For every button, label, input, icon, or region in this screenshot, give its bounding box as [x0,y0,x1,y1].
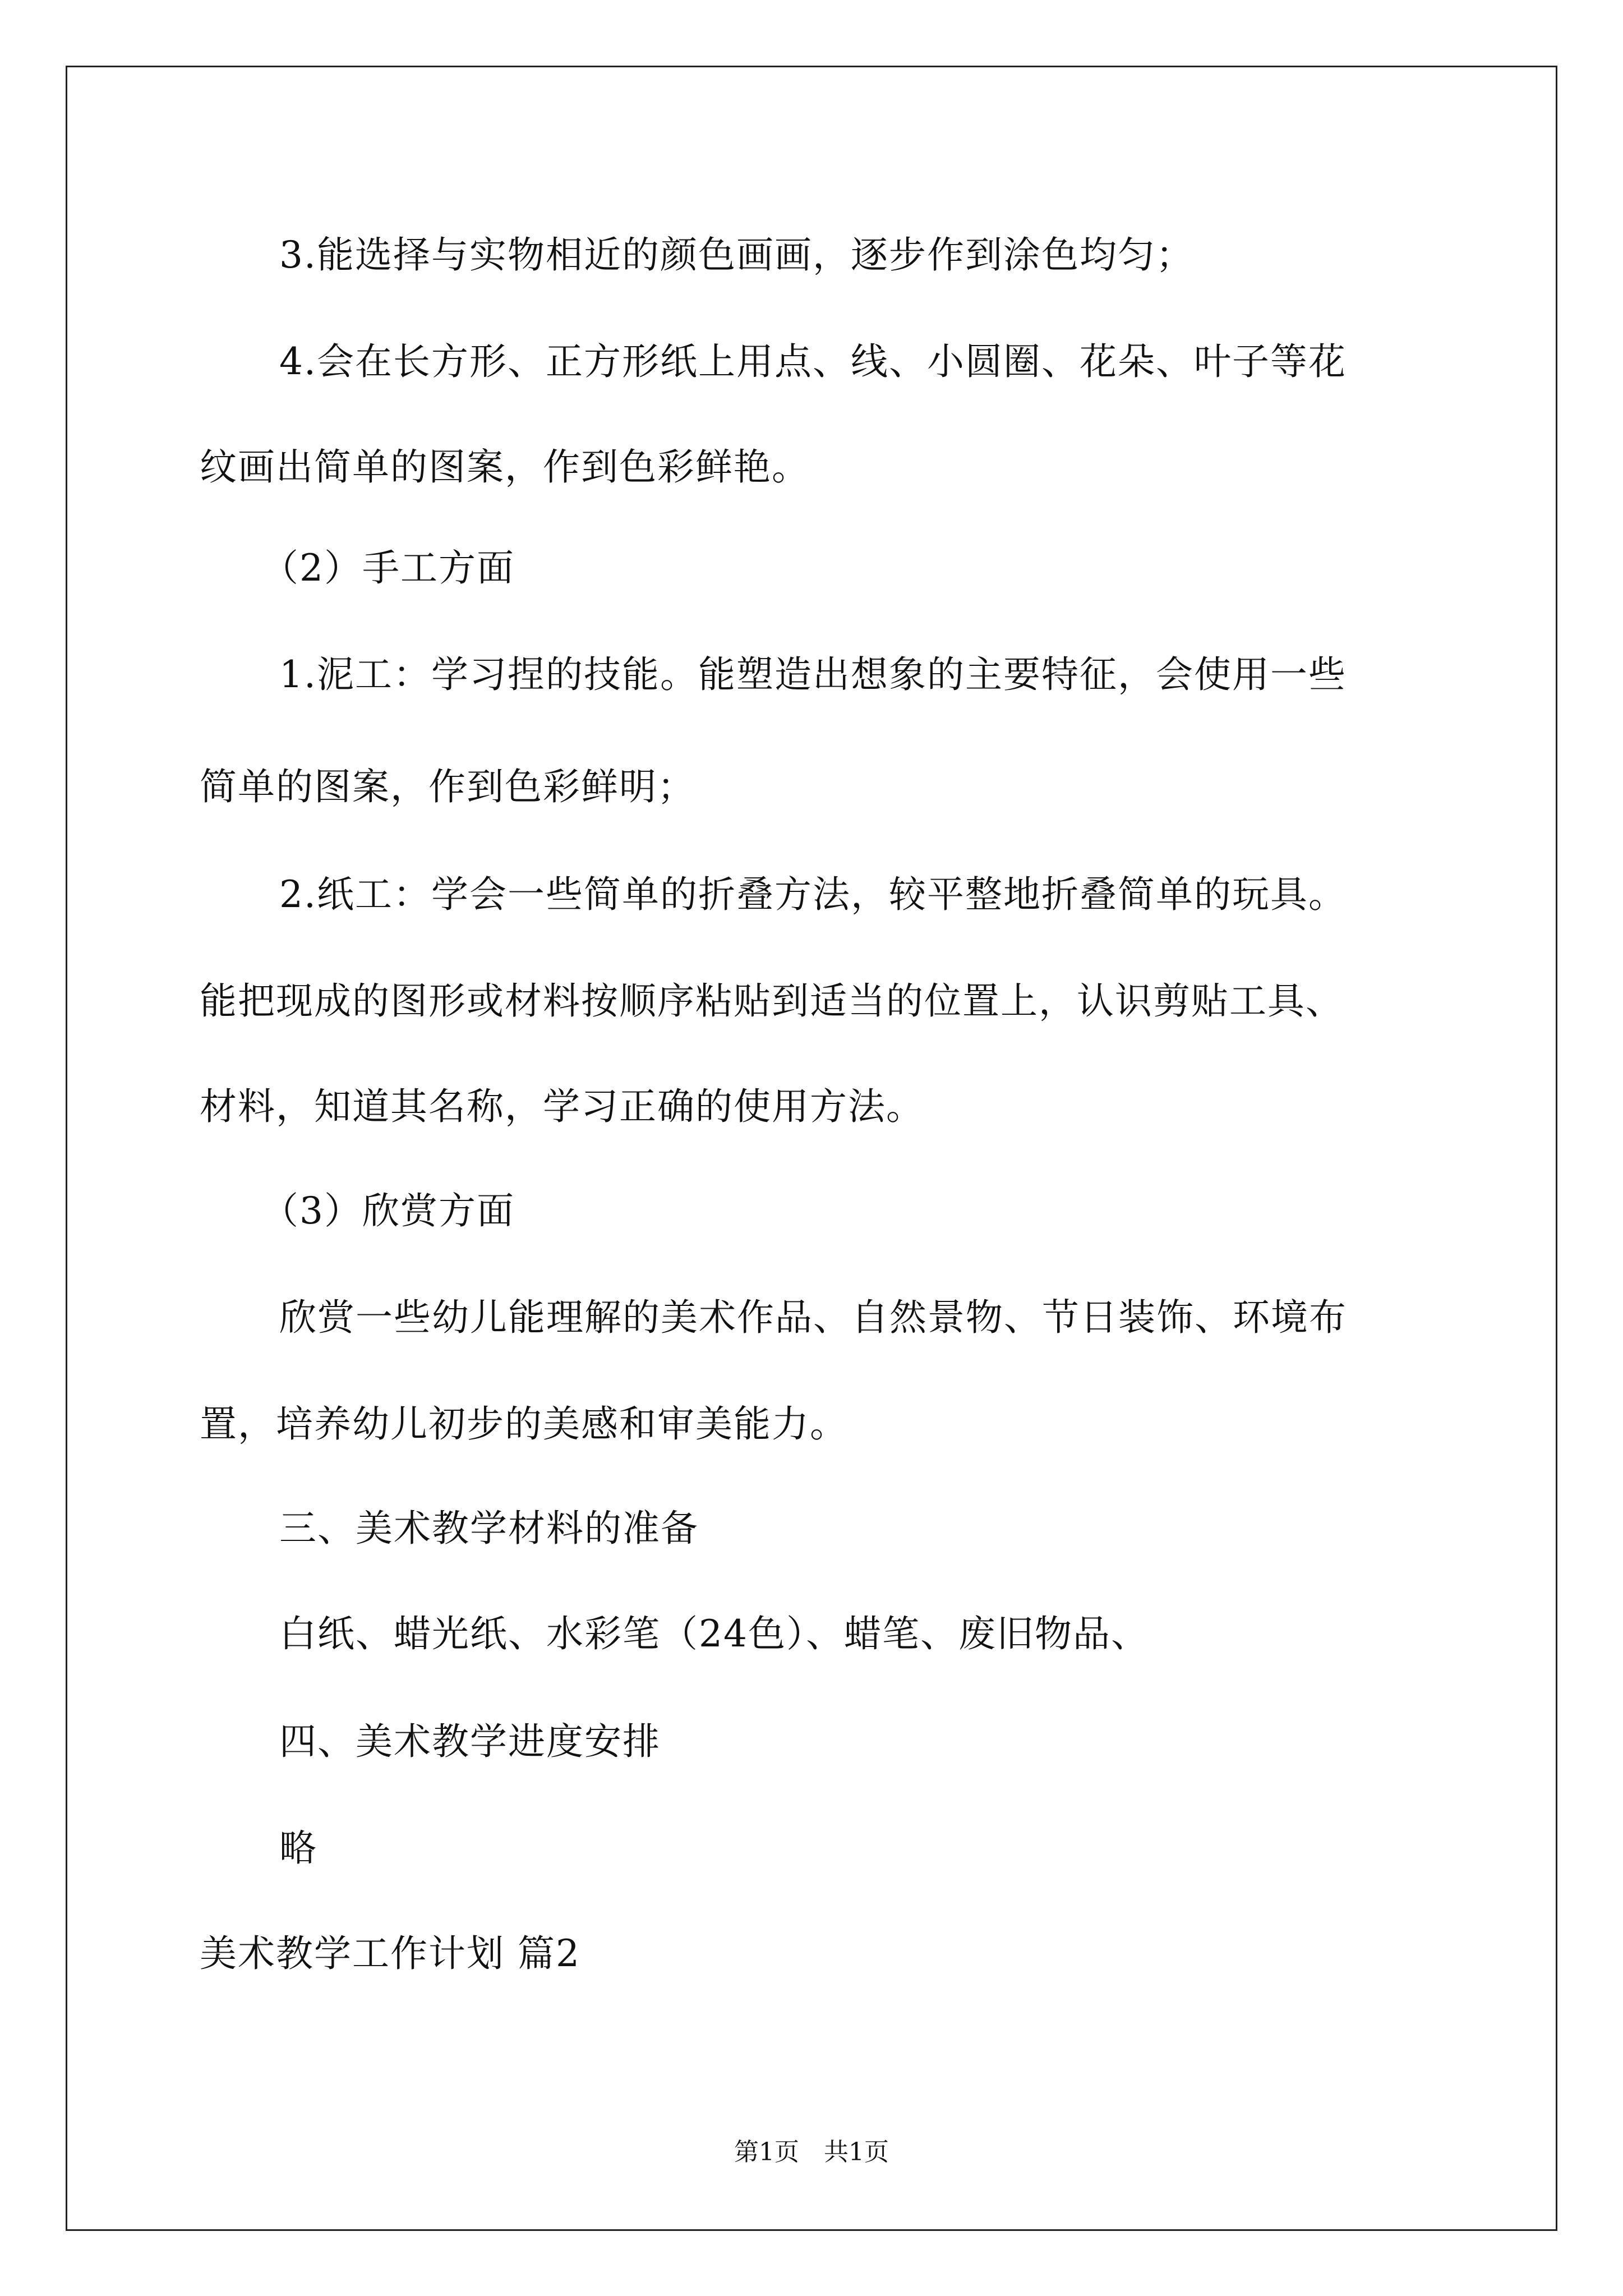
heading-handcraft: （2）手工方面 [261,546,515,590]
heading-appreciation: （3）欣赏方面 [261,1189,515,1232]
line-omitted: 略 [279,1826,317,1870]
line-paper-work: 2.纸工：学会一些简单的折叠方法，较平整地折叠简单的玩具。 [279,873,1347,916]
line-item-4-continued: 纹画出简单的图案，作到色彩鲜艳。 [200,445,810,489]
line-item-4-pattern-drawing: 4.会在长方形、正方形纸上用点、线、小圆圈、花朵、叶子等花 [279,340,1347,383]
line-appreciation-continued: 置，培养幼儿初步的美感和审美能力。 [200,1402,848,1446]
line-appreciation: 欣赏一些幼儿能理解的美术作品、自然景物、节日装饰、环境布 [279,1296,1347,1339]
line-clay-work-continued: 简单的图案，作到色彩鲜明； [200,765,695,808]
section-heading-materials: 三、美术教学材料的准备 [279,1507,699,1550]
line-clay-work: 1.泥工：学习捏的技能。能塑造出想象的主要特征，会使用一些 [279,653,1347,696]
page-number-footer: 第1页 共1页 [734,2138,889,2166]
section-heading-schedule: 四、美术教学进度安排 [279,1720,661,1763]
line-paper-work-continued-1: 能把现成的图形或材料按顺序粘贴到适当的位置上，认识剪贴工具、 [200,979,1344,1023]
line-item-3-color-painting: 3.能选择与实物相近的颜色画画，逐步作到涂色均匀； [279,233,1194,277]
line-materials-list: 白纸、蜡光纸、水彩笔（24色）、蜡笔、废旧物品、 [279,1612,1149,1655]
page-border [66,66,1557,2231]
article-title-part-2: 美术教学工作计划 篇2 [200,1932,580,1975]
line-paper-work-continued-2: 材料，知道其名称，学习正确的使用方法。 [200,1085,924,1128]
